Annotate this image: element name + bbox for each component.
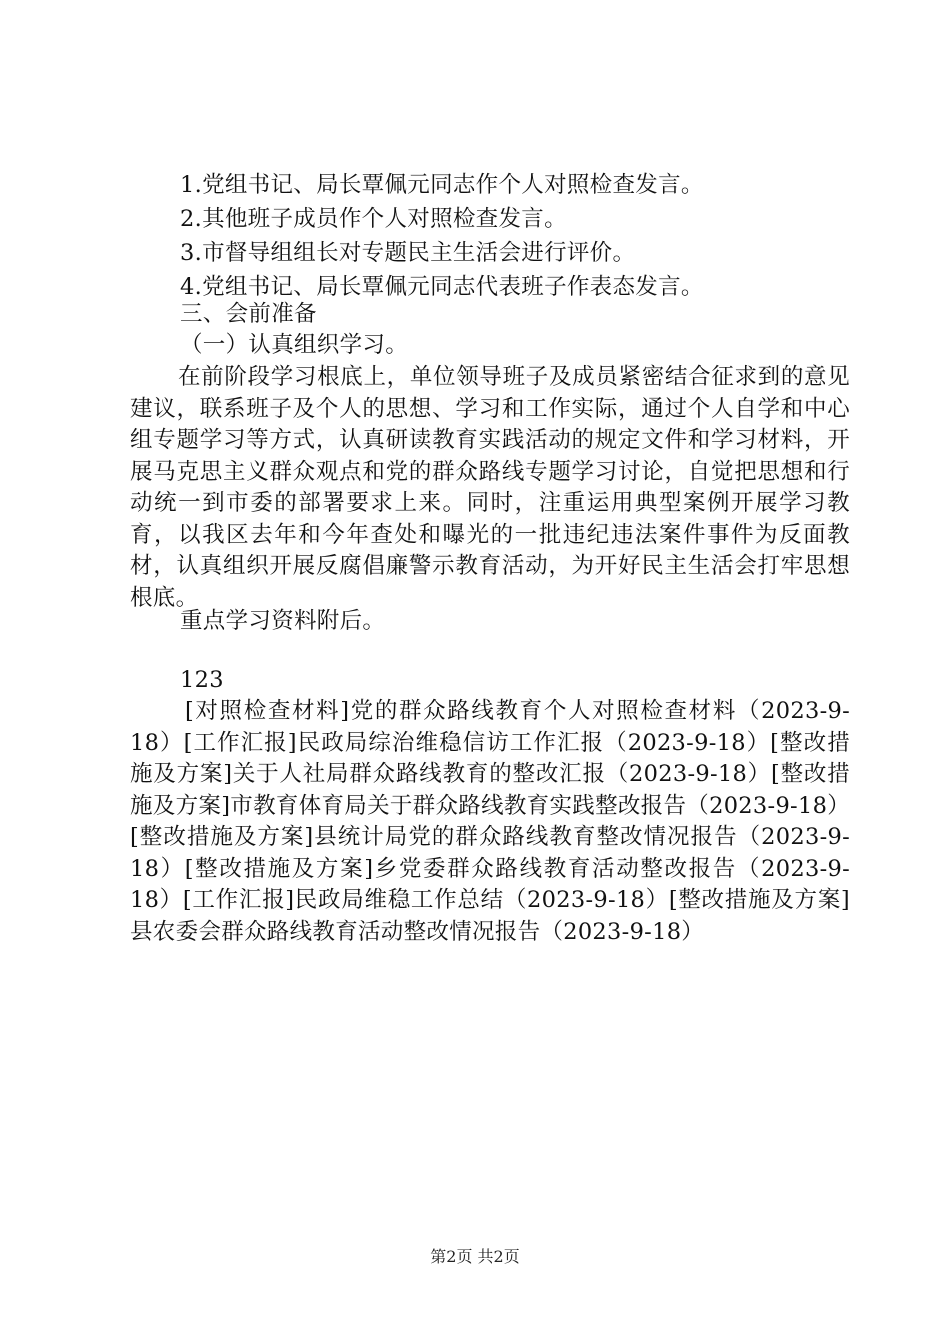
related-documents-paragraph: [对照检查材料]党的群众路线教育个人对照检查材料（2023-9-18）[工作汇报]民政局综治维稳信访工作汇报（2023-9-18）[整改措施及方案]关于人社局群众路线教育的整改汇报（2023-9-18）[整改措施及方案]市教育体育局关于群众路线教育实践整改报告（2023-9-18）[整改措施及方案]县统计局党的群众路线教育整改情况报告（2023-9-18）[整改措施及方案]乡党委群众路线教育活动整改报告（2023-9-18）[工作汇报]民政局维稳工作总结（2023-9-18）[整改措施及方案]县农委会群众路线教育活动整改情况报告（2023-9-18）	[130, 698, 850, 945]
agenda-item-4: 4.党组书记、局长覃佩元同志代表班子作表态发言。	[180, 274, 704, 300]
study-paragraph: 在前阶段学习根底上，单位领导班子及成员紧密结合征求到的意见建议，联系班子及个人的思想、学习和工作实际，通过个人自学和中心组专题学习等方式，认真研读教育实践活动的规定文件和学习材料，开展马克思主义群众观点和党的群众路线专题学习讨论，自觉把思想和行动统一到市委的部署要求上来。同时，注重运用典型案例开展学习教育，以我区去年和今年查处和曝光的一批违纪违法案件事件为反面教材，认真组织开展反腐倡廉警示教育活动，为开好民主生活会打牢思想根底。	[130, 364, 850, 611]
page-footer: 第2页 共2页	[430, 1247, 520, 1266]
agenda-item-1: 1.党组书记、局长覃佩元同志作个人对照检查发言。	[180, 172, 704, 198]
subsection-heading: （一）认真组织学习。	[180, 332, 409, 358]
code-line: 123	[180, 667, 224, 693]
agenda-item-2: 2.其他班子成员作个人对照检查发言。	[180, 206, 567, 232]
section-heading: 三、会前准备	[180, 301, 317, 327]
appendix-note: 重点学习资料附后。	[180, 608, 386, 634]
agenda-item-3: 3.市督导组组长对专题民主生活会进行评价。	[180, 240, 636, 266]
